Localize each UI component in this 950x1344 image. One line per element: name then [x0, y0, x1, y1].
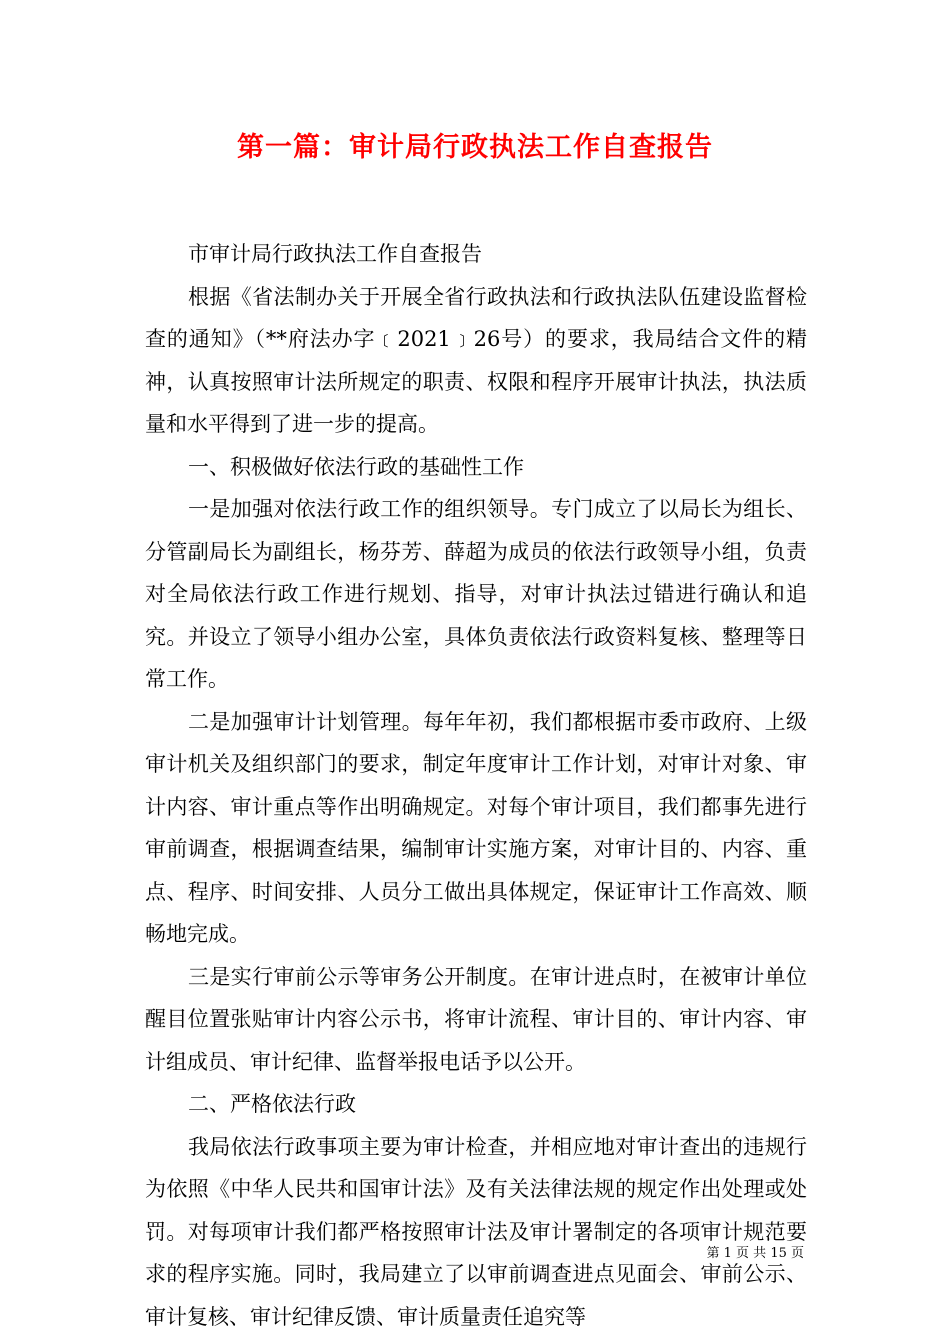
paragraph: 三是实行审前公示等审务公开制度。在审计进点时，在被审计单位醒目位置张贴审计内容公示书，将审计流程、审计目的、审计内容、审计组成员、审计纪律、监督举报电话予以公开。	[145, 964, 807, 1074]
paragraph: 我局依法行政事项主要为审计检查，并相应地对审计查出的违规行为依照《中华人民共和国审计法》及有关法律法规的规定作出处理或处罚。对每项审计我们都严格按照审计法及审计署制定的各项审计规范要求的程序实施。同时，我局建立了以审前调查进点见面会、审前公示、审计复核、审计纪律反馈、审计质量责任追究等	[145, 1134, 807, 1329]
document-title: 第一篇：审计局行政执法工作自查报告	[237, 132, 713, 163]
paragraph-subtitle: 市审计局行政执法工作自查报告	[188, 242, 483, 266]
paragraph: 一是加强对依法行政工作的组织领导。专门成立了以局长为组长、分管副局长为副组长，杨芬芳、薛超为成员的依法行政领导小组，负责对全局依法行政工作进行规划、指导，对审计执法过错进行确认和追究。并设立了领导小组办公室，具体负责依法行政资料复核、整理等日常工作。	[145, 497, 807, 691]
paragraph: 根据《省法制办关于开展全省行政执法和行政执法队伍建设监督检查的通知》（**府法办字﹝2021﹞26号）的要求，我局结合文件的精神，认真按照审计法所规定的职责、权限和程序开展审计执法，执法质量和水平得到了进一步的提高。	[145, 284, 807, 436]
document-body	[145, 233, 807, 1338]
section-heading: 一、积极做好依法行政的基础性工作	[188, 454, 525, 479]
paragraph: 二是加强审计计划管理。每年年初，我们都根据市委市政府、上级审计机关及组织部门的要求，制定年度审计工作计划，对审计对象、审计内容、审计重点等作出明确规定。对每个审计项目，我们都事先进行审前调查，根据调查结果，编制审计实施方案，对审计目的、内容、重点、程序、时间安排、人员分工做出具体规定，保证审计工作高效、顺畅地完成。	[145, 709, 807, 946]
page-number-footer: 第 1 页 共 15 页	[706, 1246, 804, 1261]
section-heading: 二、严格依法行政	[188, 1092, 357, 1116]
